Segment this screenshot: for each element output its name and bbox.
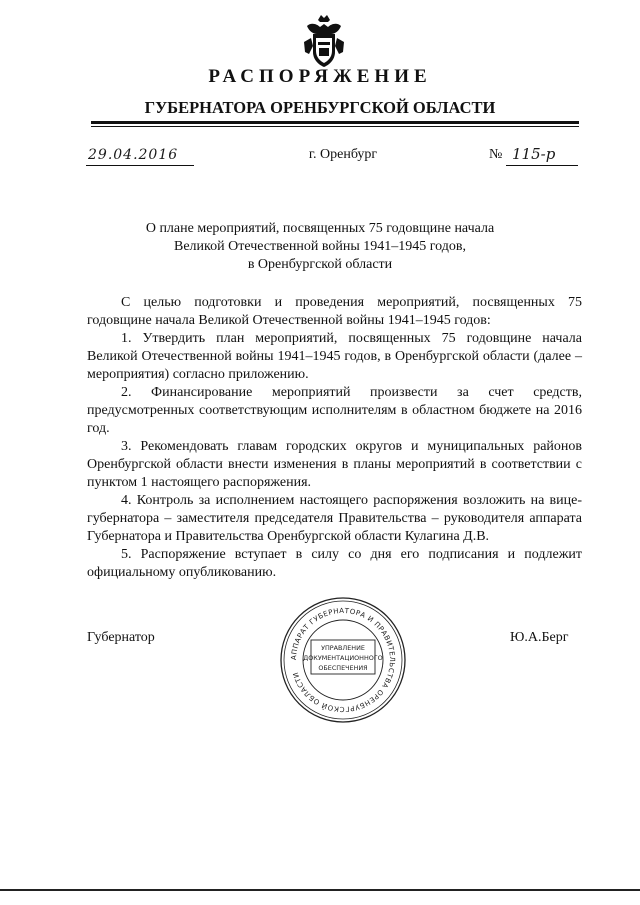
header-rule	[91, 121, 579, 124]
seal-line: ДОКУМЕНТАЦИОННОГО	[303, 654, 383, 662]
number-underline	[506, 165, 578, 166]
signature-title: Губернатор	[87, 630, 155, 645]
body-paragraph-5: 5. Распоряжение вступает в силу со дня его подписания и подлежит официальному опубликованию.	[87, 547, 582, 580]
document-date: 29.04.2016	[88, 147, 179, 163]
document-issuer: ГУБЕРНАТОРА ОРЕНБУРГСКОЙ ОБЛАСТИ	[144, 98, 496, 117]
document-body	[87, 294, 582, 582]
subject-line: в Оренбургской области	[247, 257, 393, 272]
coat-of-arms-icon	[301, 12, 347, 70]
header-rule-thin	[91, 126, 579, 127]
body-paragraph-3: 3. Рекомендовать главам городских округов и муниципальных районов Оренбургской области внести изменения в планы мероприятий в соответствии с пунктом 1 настоящего распоряжения.	[87, 439, 582, 490]
document-number: 115-р	[512, 145, 556, 163]
body-paragraph-1: 1. Утвердить план мероприятий, посвященных 75 годовщине начала Великой Отечественной войны 1941–1945 годов, в Оренбургской области (далее – мероприятия) согласно приложению.	[87, 331, 582, 382]
subject-line: Великой Отечественной войны 1941–1945 годов,	[174, 239, 466, 254]
document-number-label: №	[489, 147, 503, 162]
signatory-name: Ю.А.Берг	[510, 630, 569, 645]
document-subject	[100, 220, 540, 274]
document-city: г. Оренбург	[308, 147, 378, 162]
subject-line: О плане мероприятий, посвященных 75 годовщине начала	[145, 221, 495, 236]
seal-ring-text: АППАРАТ ГУБЕРНАТОРА И ПРАВИТЕЛЬСТВА ОРЕНБУРГСКОЙ ОБЛАСТИ	[289, 606, 397, 714]
seal-line: ОБЕСПЕЧЕНИЯ	[318, 664, 368, 672]
document-type: РАСПОРЯЖЕНИЕ	[208, 66, 432, 87]
bottom-rule	[0, 889, 640, 891]
date-underline	[86, 165, 194, 166]
body-paragraph-preamble: С целью подготовки и проведения мероприятий, посвященных 75 годовщине начала Великой Отечественной войны 1941–1945 годов:	[87, 295, 582, 328]
seal-line: УПРАВЛЕНИЕ	[321, 644, 365, 652]
official-seal	[278, 595, 408, 725]
body-paragraph-2: 2. Финансирование мероприятий произвести за счет средств, предусмотренных соответствующим исполнителям в областном бюджете на 2016 год.	[87, 385, 582, 436]
body-paragraph-4: 4. Контроль за исполнением настоящего распоряжения возложить на вице-губернатора – заместителя председателя Правительства – руководителя аппарата Губернатора и Правительства Оренбургской области Кулагина Д.В.	[87, 493, 582, 544]
